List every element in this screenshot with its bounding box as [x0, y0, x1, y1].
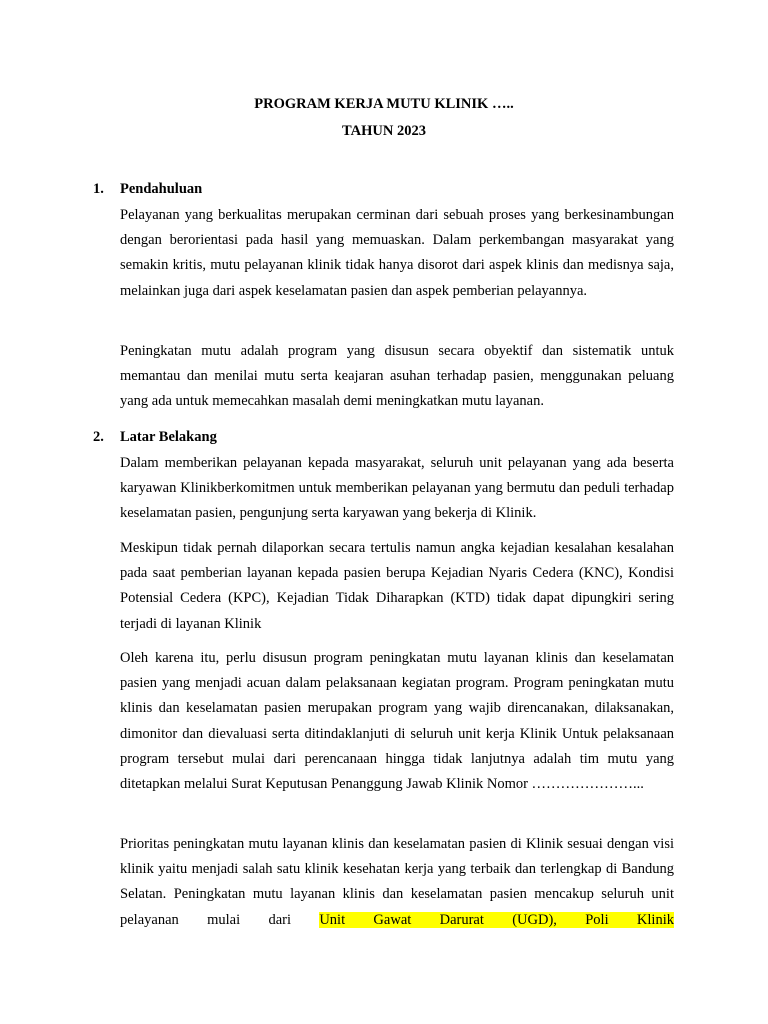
document-year: TAHUN 2023: [342, 123, 426, 139]
section-number: 1.: [93, 181, 104, 197]
section-heading-latar-belakang: [93, 428, 217, 446]
paragraph-text: Prioritas peningkatan mutu layanan klinis dan keselamatan pasien di Klinik sesuai dengan visi klinik yaitu menjadi salah satu klinik kesehatan kerja yang terbaik dan terlengkap di Bandung Selatan. Peningkatan mutu layanan klinis dan keselamatan pasien mencakup seluruh unit pelayanan mulai dari: [120, 836, 674, 928]
paragraph: Dalam memberikan pelayanan kepada masyarakat, seluruh unit pelayanan yang ada beserta karyawan Klinikberkomitmen untuk memberikan pelayanan yang bermutu dan peduli terhadap keselamatan pasien, pengunjung serta karyawan yang bekerja di Klinik.: [120, 455, 674, 522]
section-title: Latar Belakang: [120, 429, 217, 445]
paragraph: Peningkatan mutu adalah program yang disusun secara obyektif dan sistematik untuk memantau dan menilai mutu serta keajaran asuhan terhadap pasien, menggunakan peluang yang ada untuk memecahkan masalah demi meningkatkan mutu layanan.: [120, 343, 674, 410]
document-title: PROGRAM KERJA MUTU KLINIK …..: [254, 96, 514, 112]
section-heading-pendahuluan: [93, 180, 202, 198]
paragraph: [120, 832, 674, 933]
paragraph: Meskipun tidak pernah dilaporkan secara tertulis namun angka kejadian kesalahan kesalahan pada saat pemberian layanan kepada pasien berupa Kejadian Nyaris Cedera (KNC), Kondisi Potensial Cedera (KPC), Kejadian Tidak Diharapkan (KTD) tidak dapat dipungkiri sering terjadi di layanan Klinik: [120, 540, 674, 632]
highlighted-text: Unit Gawat Darurat (UGD), Poli Klinik: [319, 911, 674, 928]
paragraph: Oleh karena itu, perlu disusun program peningkatan mutu layanan klinis dan keselamatan pasien yang menjadi acuan dalam pelaksanaan kegiatan program. Program peningkatan mutu klinis dan keselamatan pasien merupakan program yang wajib direncanakan, dilaksanakan, dimonitor dan dievaluasi serta ditindaklanjuti di seluruh unit kerja Klinik Untuk pelaksanaan program tersebut mulai dari perencanaan hingga tidak lanjutnya adalah tim mutu yang ditetapkan melalui Surat Keputusan Penanggung Jawab Klinik Nomor …………………...: [120, 650, 674, 793]
section-number: 2.: [93, 429, 104, 445]
paragraph: Pelayanan yang berkualitas merupakan cerminan dari sebuah proses yang berkesinambungan dengan berorientasi pada hasil yang memuaskan. Dalam perkembangan masyarakat yang semakin kritis, mutu pelayanan klinik tidak hanya disorot dari aspek klinis dan medisnya saja, melainkan juga dari aspek keselamatan pasien dan aspek pemberian pelayannya.: [120, 207, 674, 299]
section-title: Pendahuluan: [120, 181, 203, 197]
